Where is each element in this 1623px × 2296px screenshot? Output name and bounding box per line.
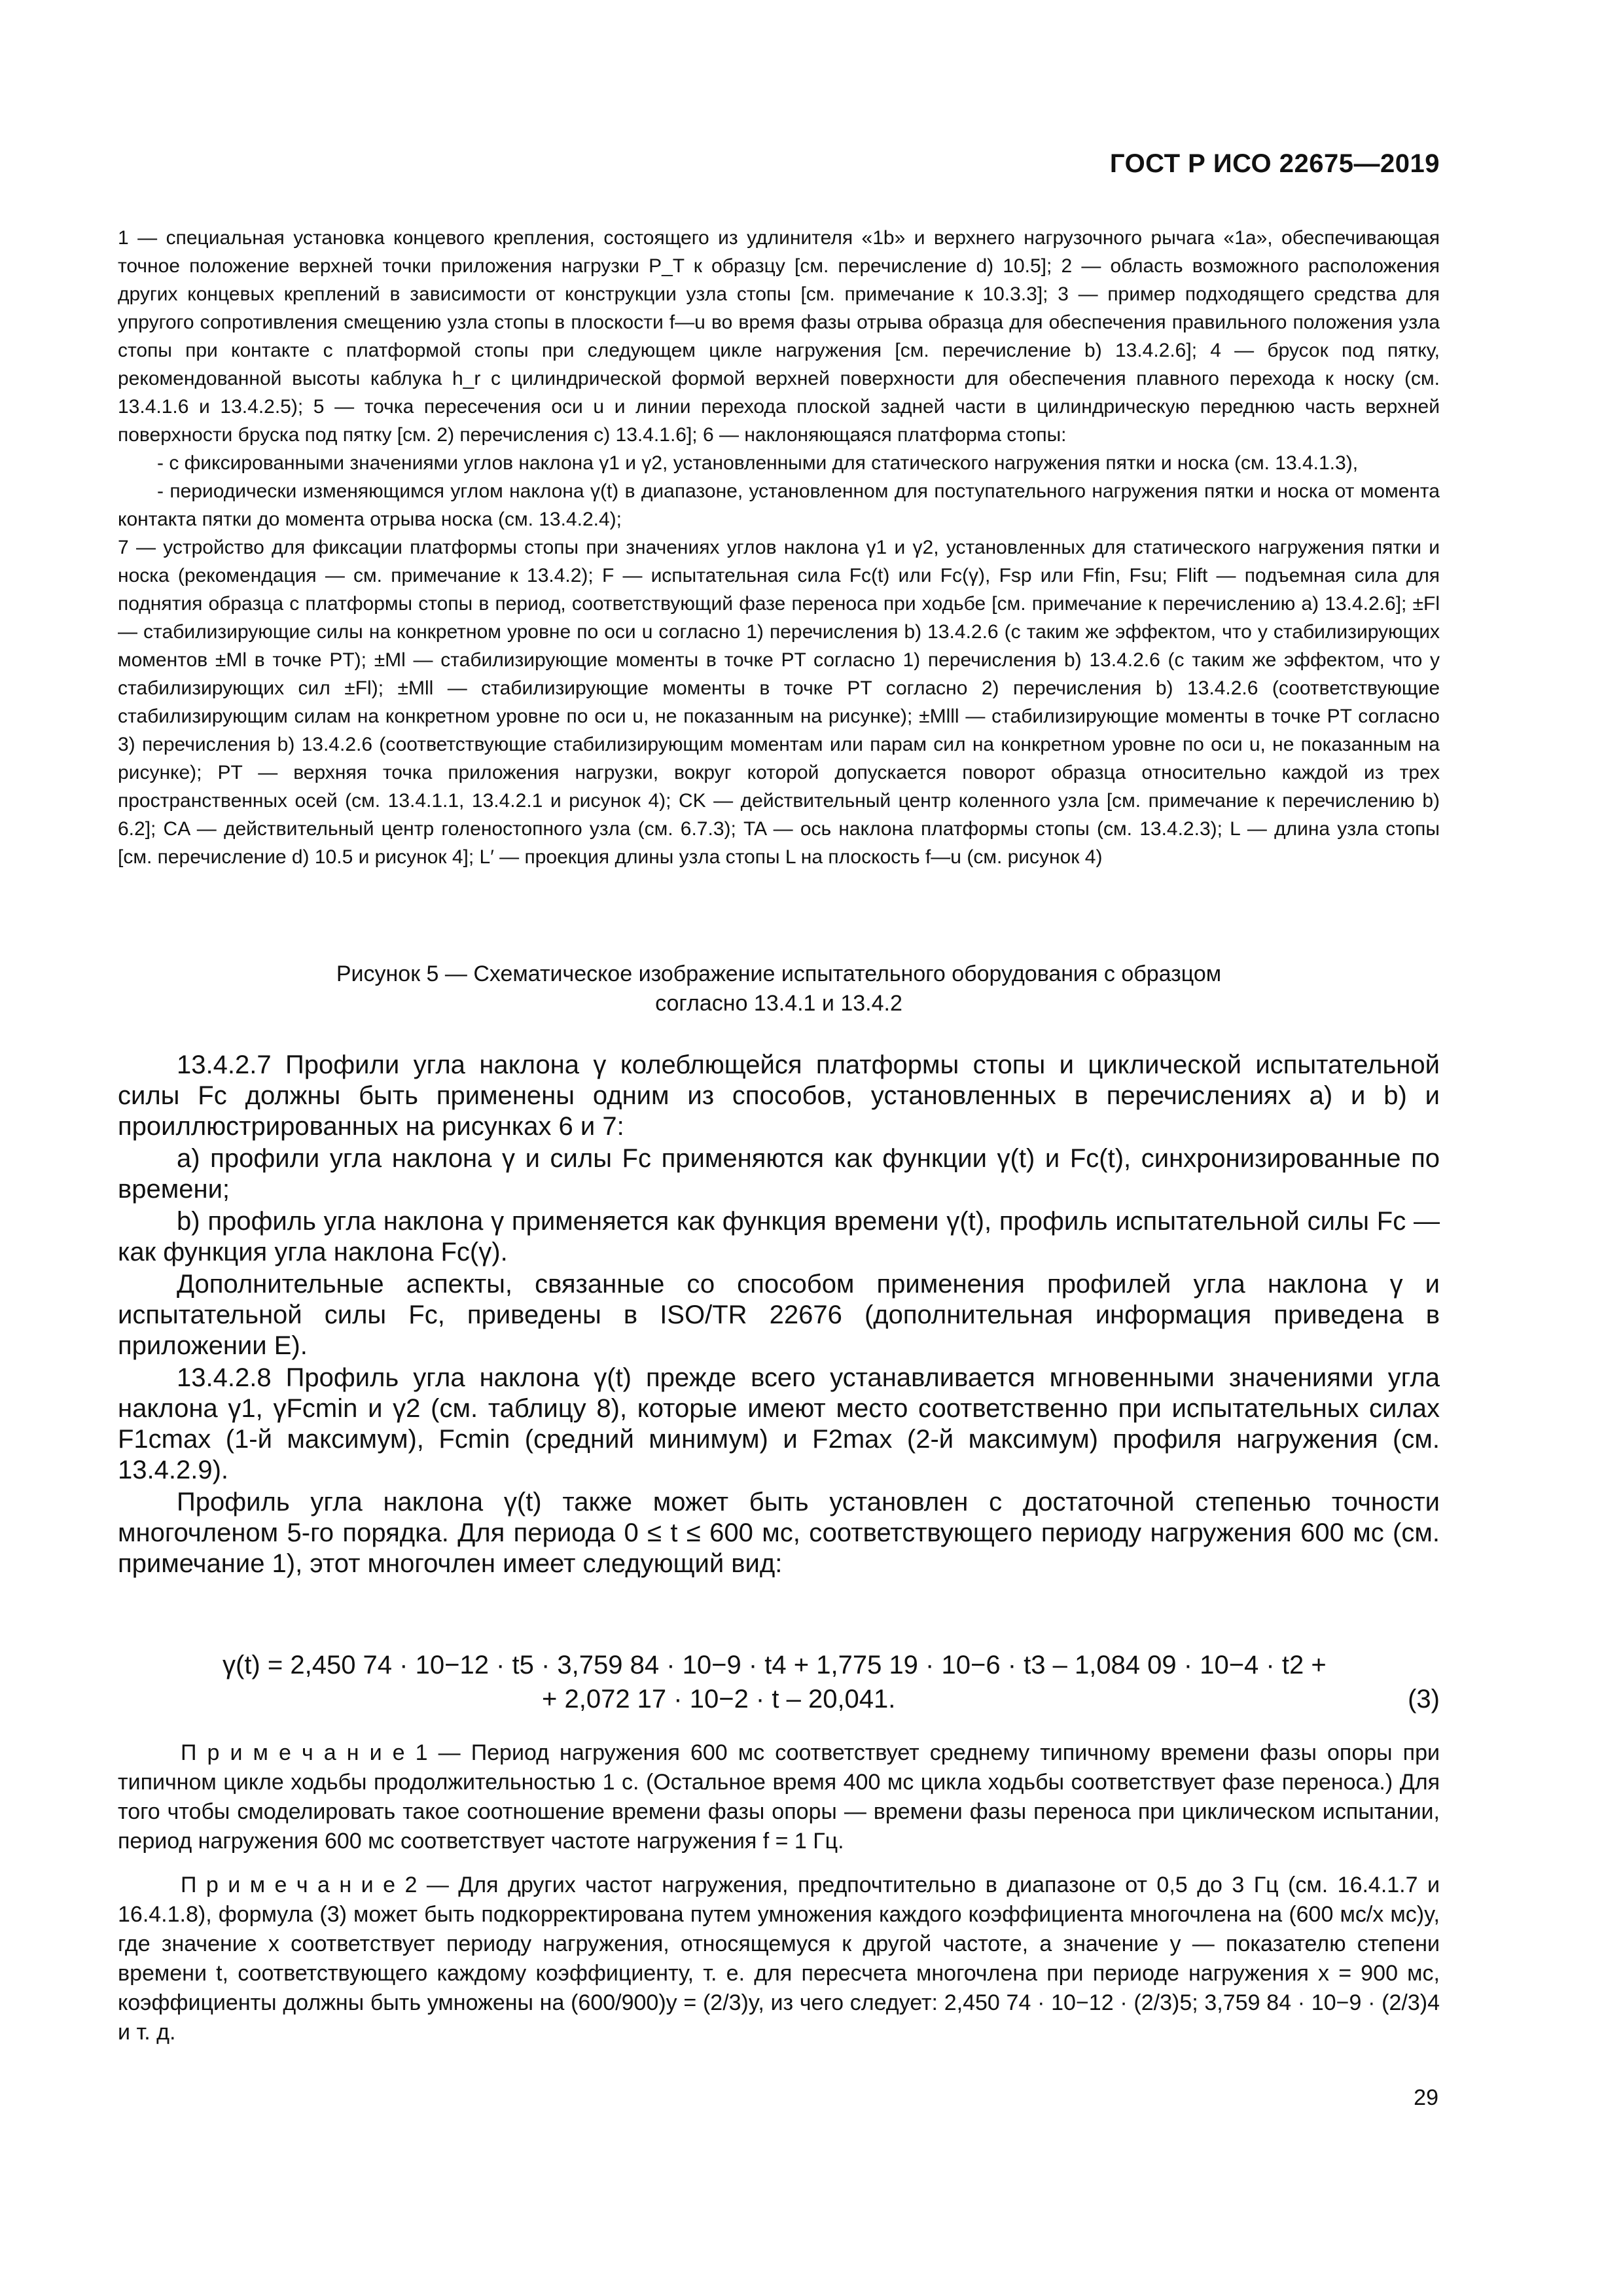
- page-number: 29: [1414, 2085, 1438, 2110]
- figure-legend: [118, 224, 1440, 871]
- legend-list-item: - с фиксированными значениями углов наклона γ1 и γ2, установленными для статического нагружения пятки и носка (см. 13.4.1.3),: [157, 452, 1359, 474]
- formula-line-text: + 2,072 17 · 10−2 · t – 20,041.: [542, 1685, 896, 1713]
- standard-designation: ГОСТ Р ИСО 22675—2019: [1109, 149, 1440, 178]
- note: П р и м е ч а н и е 2 — Для других частот нагружения, предпочтительно в диапазоне от 0,5 до 3 Гц (см. 16.4.1.7 и 16.4.1.8), формула (3) может быть подкорректирована путем умножения каждого коэффициента многочлена на (600 мс/x мс)y, где значение x соответствует периоду нагружения, относящемуся к другой частоте, а значение y — показателю степени времени t, соответствующего каждому коэффициенту, т. е. для пересчета многочлена при периоде нагружения x = 900 мс, коэффициенты должны быть умножены на (600/900)y = (2/3)y, из чего следует: 2,450 74 · 10−12 · (2/3)5; 3,759 84 · 10−9 · (2/3)4 и т. д.: [118, 1873, 1440, 2045]
- formula-line: [118, 1682, 1440, 1716]
- legend-list-item: - периодически изменяющимся углом наклона γ(t) в диапазоне, установленном для поступательного нагружения пятки и носка от момента контакта пятки до момента отрыва носка (см. 13.4.2.4);: [118, 480, 1440, 530]
- figure-caption-line: Рисунок 5 — Схематическое изображение испытательного оборудования с образцом: [336, 961, 1222, 986]
- body-paragraph: Дополнительные аспекты, связанные со способом применения профилей угла наклона γ и испытательной силы Fc, приведены в ISO/TR 22676 (дополнительная информация приведена в приложении E).: [118, 1270, 1440, 1360]
- notes-section: [118, 1738, 1440, 2062]
- clause-paragraph: 13.4.2.7 Профили угла наклона γ колеблющейся платформы стопы и циклической испытательной силы Fc должны быть применены одним из способов, установленных в перечислениях a) и b) и проиллюстрированных на рисунках 6 и 7:: [118, 1050, 1440, 1141]
- formula-line: γ(t) = 2,450 74 · 10−12 · t5 · 3,759 84 · 10−9 · t4 + 1,775 19 · 10−6 · t3 – 1,084 09 · 10−4 · t2 +: [223, 1651, 1327, 1679]
- clause-paragraph: 13.4.2.8 Профиль угла наклона γ(t) прежде всего устанавливается мгновенными значениями угла наклона γ1, γFcmin и γ2 (см. таблицу 8), которые имеют место соответственно при испытательных силах F1cmax (1-й максимум), Fcmin (средний минимум) и F2max (2-й максимум) профиля нагружения (см. 13.4.2.9).: [118, 1363, 1440, 1484]
- legend-paragraph: 7 — устройство для фиксации платформы стопы при значениях углов наклона γ1 и γ2, установленных для статического нагружения пятки и носка (рекомендация — см. примечание к 13.4.2); F — испытательная сила Fc(t) или Fc(γ), Fsp или Ffin, Fsu; Flift — подъемная сила для поднятия образца с платформы стопы в период, соответствующий фазе переноса при ходьбе [см. примечание к перечислению a) 13.4.2.6]; ±Fl — стабилизирующие силы на конкретном уровне по оси u согласно 1) перечисления b) 13.4.2.6 (с таким же эффектом, что у стабилизирующих моментов ±Ml в точке PT); ±Ml — стабилизирующие моменты в точке PT согласно 1) перечисления b) 13.4.2.6 (с таким же эффектом, что у стабилизирующих сил ±Fl); ±Mll — стабилизирующие моменты в точке PT согласно 2) перечисления b) 13.4.2.6 (соответствующие стабилизирующим силам на конкретном уровне по оси u, не показанным на рисунке); ±Mlll — стабилизирующие моменты в точке PT согласно 3) перечисления b) 13.4.2.6 (соответствующие стабилизирующим моментам или парам сил на конкретном уровне по оси u, не показанным на рисунке); PT — верхняя точка приложения нагрузки, вокруг которой допускается поворот образца относительно каждой из трех пространственных осей (см. 13.4.1.1, 13.4.2.1 и рисунок 4); CK — действительный центр коленного узла [см. примечание к перечислению b) 6.2]; CA — действительный центр голеностопного узла (см. 6.7.3); TA — ось наклона платформы стопы (см. 13.4.2.3); L — длина узла стопы [см. перечисление d) 10.5 и рисунок 4]; L′ — проекция длины узла стопы L на плоскость f—u (см. рисунок 4): [118, 537, 1440, 868]
- figure-caption: [118, 960, 1440, 1018]
- note: П р и м е ч а н и е 1 — Период нагружения 600 мс соответствует среднему типичному времени фазы опоры при типичном цикле ходьбы продолжительностью 1 с. (Остальное время 400 мс цикла ходьбы соответствует фазе переноса.) Для того чтобы смоделировать такое соотношение времени фазы опоры — времени фазы переноса при циклическом испытании, период нагружения 600 мс соответствует частоте нагружения f = 1 Гц.: [118, 1740, 1440, 1854]
- main-text: [118, 1050, 1440, 1581]
- legend-paragraph: 1 — специальная установка концевого крепления, состоящего из удлинителя «1b» и верхнего нагрузочного рычага «1a», обеспечивающая точное положение верхней точки приложения нагрузки P_T к образцу [см. перечисление d) 10.5]; 2 — область возможного расположения других концевых креплений в зависимости от конструкции узла стопы [см. примечание к 10.3.3]; 3 — пример подходящего средства для упругого сопротивления смещению узла стопы в плоскости f—u во время фазы отрыва образца для обеспечения правильного положения узла стопы при контакте с платформой стопы при следующем цикле нагружения [см. перечисление b) 13.4.2.6]; 4 — брусок под пятку, рекомендованной высоты каблука h_r с цилиндрической формой верхней поверхности для обеспечения плавного перехода к носку (см. 13.4.1.6 и 13.4.2.5); 5 — точка пересечения оси u и линии перехода плоской задней части в цилиндрическую переднюю часть верхней поверхности бруска под пятку [см. 2) перечисления c) 13.4.1.6]; 6 — наклоняющаяся платформа стопы:: [118, 227, 1440, 446]
- list-item-b: b) профиль угла наклона γ применяется как функция времени γ(t), профиль испытательной силы Fc — как функция угла наклона Fc(γ).: [118, 1207, 1440, 1266]
- figure-caption-line: согласно 13.4.1 и 13.4.2: [655, 991, 902, 1016]
- list-item-a: a) профили угла наклона γ и силы Fc применяются как функции γ(t) и Fc(t), синхронизированные по времени;: [118, 1144, 1440, 1204]
- formula-number: (3): [1408, 1685, 1440, 1713]
- body-paragraph: Профиль угла наклона γ(t) также может быть установлен с достаточной степенью точности многочленом 5-го порядка. Для периода 0 ≤ t ≤ 600 мс, соответствующего периоду нагружения 600 мс (см. примечание 1), этот многочлен имеет следующий вид:: [118, 1488, 1440, 1578]
- polynomial-formula: [118, 1648, 1440, 1716]
